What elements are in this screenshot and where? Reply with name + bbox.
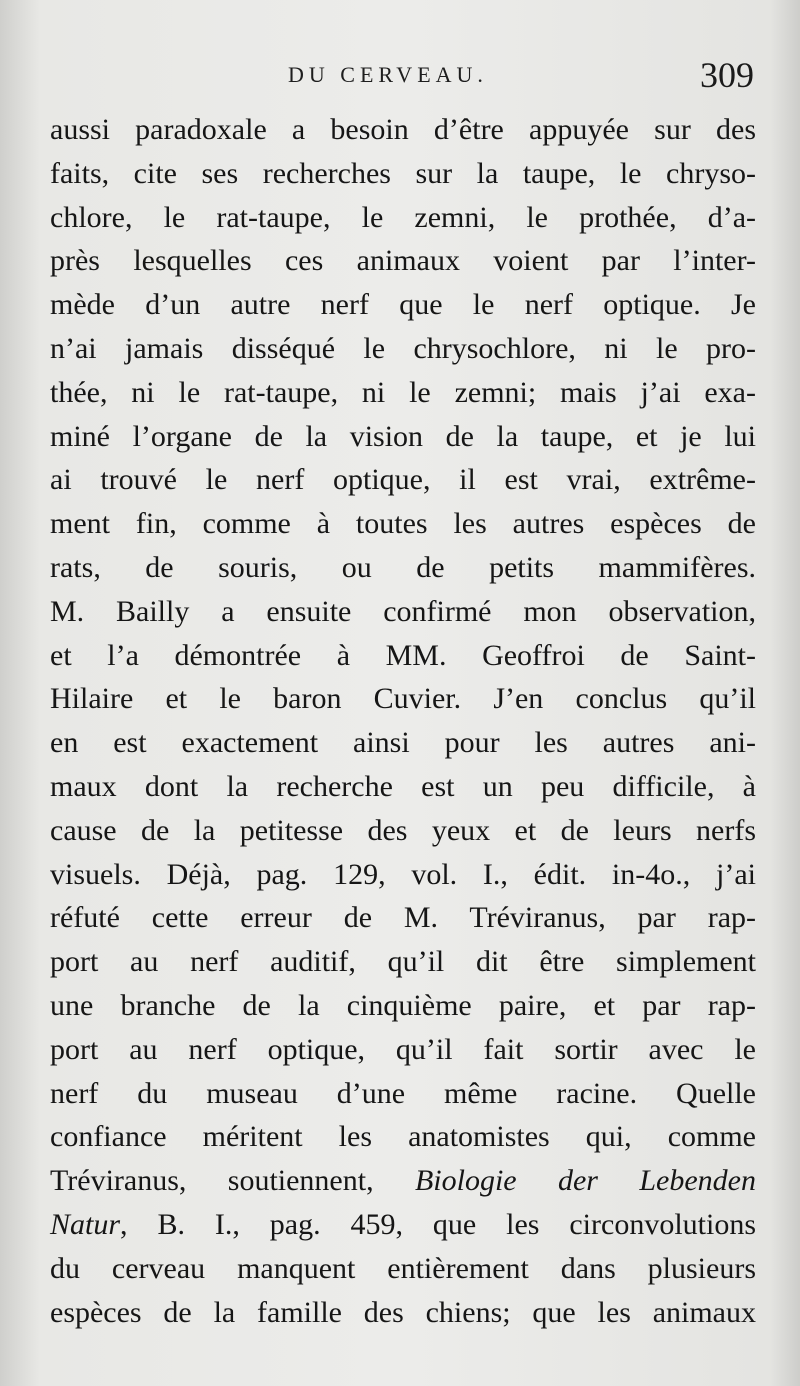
text-line: faits, cite ses recherches sur la taupe, le chryso- bbox=[50, 156, 756, 190]
text-line-with-title bbox=[50, 1203, 756, 1247]
text-segment: , B. I., pag. 459, que les circonvolutions bbox=[120, 1207, 756, 1241]
book-title-italic: Biologie der Lebenden bbox=[414, 1164, 756, 1198]
text-line: rats, de souris, ou de petits mammifères. bbox=[50, 550, 756, 584]
text-line: espèces de la famille des chiens; que les animaux bbox=[50, 1295, 756, 1329]
page-number: 309 bbox=[700, 55, 754, 95]
running-title: DU CERVEAU. bbox=[288, 62, 488, 87]
text-line: du cerveau manquent entièrement dans plusieurs bbox=[50, 1251, 756, 1285]
text-line: cause de la petitesse des yeux et de leurs nerfs bbox=[50, 813, 756, 847]
text-line: visuels. Déjà, pag. 129, vol. I., édit. in-4o., j’ai bbox=[50, 857, 756, 891]
text-line: Hilaire et le baron Cuvier. J’en conclus qu’il bbox=[50, 682, 756, 716]
text-line: en est exactement ainsi pour les autres ani- bbox=[50, 726, 756, 760]
text-line: réfuté cette erreur de M. Tréviranus, par rap- bbox=[50, 901, 756, 935]
text-line: nerf du museau d’une même racine. Quelle bbox=[50, 1076, 756, 1110]
text-line: port au nerf auditif, qu’il dit être simplement bbox=[50, 945, 756, 979]
text-line: mède d’un autre nerf que le nerf optique. Je bbox=[50, 288, 756, 322]
text-line: une branche de la cinquième paire, et par rap- bbox=[50, 988, 756, 1022]
text-line: port au nerf optique, qu’il fait sortir avec le bbox=[50, 1032, 756, 1066]
text-line: M. Bailly a ensuite confirmé mon observation, bbox=[50, 594, 756, 628]
text-line: et l’a démontrée à MM. Geoffroi de Saint- bbox=[50, 638, 756, 672]
running-head bbox=[0, 55, 800, 102]
text-line: chlore, le rat-taupe, le zemni, le prothée, d’a- bbox=[50, 200, 756, 234]
text-line: miné l’organe de la vision de la taupe, et je lui bbox=[50, 419, 756, 453]
text-line: ai trouvé le nerf optique, il est vrai, extrême- bbox=[50, 463, 756, 497]
text-line: confiance méritent les anatomistes qui, comme bbox=[50, 1120, 756, 1154]
text-line: aussi paradoxale a besoin d’être appuyée sur des bbox=[50, 113, 756, 146]
book-title-italic: Natur bbox=[50, 1207, 121, 1241]
text-line-with-title bbox=[50, 1159, 756, 1203]
text-line: ment fin, comme à toutes les autres espèces de bbox=[50, 507, 756, 541]
body-text bbox=[50, 108, 756, 1334]
text-line: maux dont la recherche est un peu difficile, à bbox=[50, 769, 756, 803]
text-line: thée, ni le rat-taupe, ni le zemni; mais j’ai exa- bbox=[50, 375, 756, 409]
text-line: près lesquelles ces animaux voient par l’inter- bbox=[50, 244, 756, 278]
text-segment: Tréviranus, soutiennent, bbox=[50, 1164, 415, 1198]
text-line: n’ai jamais disséqué le chrysochlore, ni le pro- bbox=[50, 331, 756, 365]
